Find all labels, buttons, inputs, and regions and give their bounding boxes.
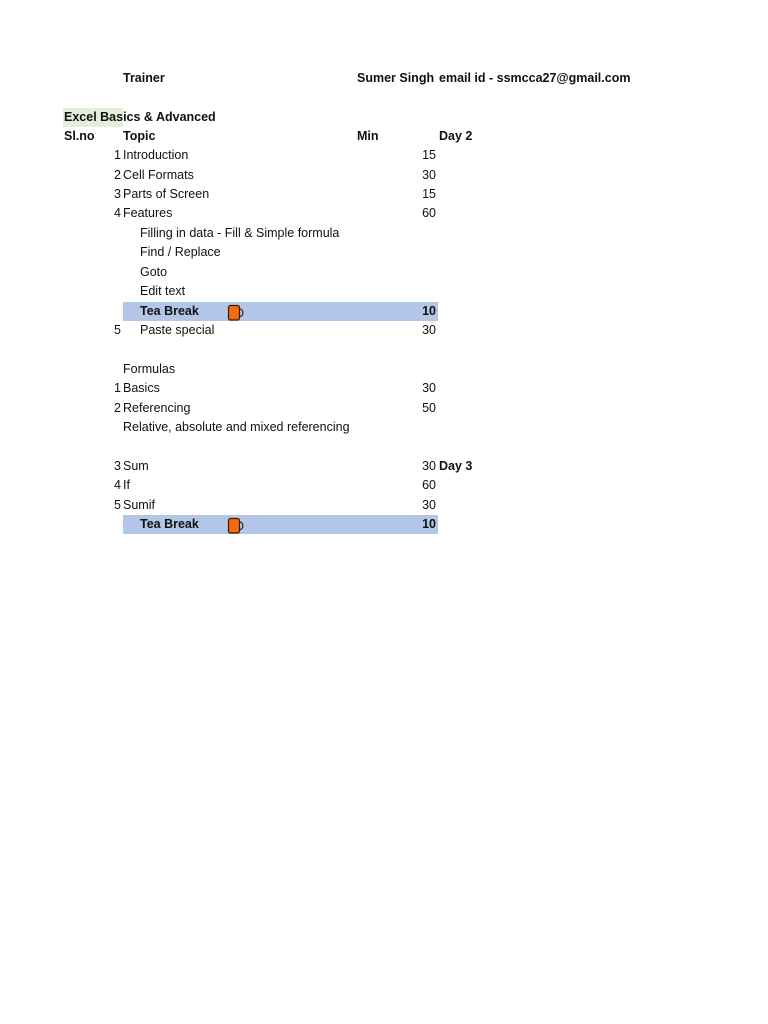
topic-cell[interactable]: Introduction [123,148,189,162]
min-cell[interactable]: 30 [422,498,436,512]
row-number[interactable]: 5 [114,498,121,512]
topic-cell[interactable]: Paste special [140,323,215,337]
min-cell[interactable]: 30 [422,459,436,473]
row-number[interactable]: 4 [114,478,121,492]
trainer-email[interactable]: email id - ssmcca27@gmail.com [439,71,631,85]
row-number[interactable]: 3 [114,459,121,473]
min-cell[interactable]: 15 [422,187,436,201]
row-number[interactable]: 2 [114,401,121,415]
subtopic-cell[interactable]: Filling in data - Fill & Simple formula [140,226,340,240]
column-header-day[interactable]: Day 2 [439,129,473,143]
trainer-label[interactable]: Trainer [123,71,165,85]
row-number[interactable]: 3 [114,187,121,201]
row-number[interactable]: 4 [114,206,121,220]
referencing-note[interactable]: Relative, absolute and mixed referencing [123,420,350,434]
min-cell[interactable]: 30 [422,323,436,337]
row-number[interactable]: 5 [114,323,121,337]
tea-break-label[interactable]: Tea Break [140,304,199,318]
topic-cell[interactable]: Parts of Screen [123,187,210,201]
course-title[interactable]: Excel Basics & Advanced [64,110,216,124]
day-label[interactable]: Day 3 [439,459,473,473]
min-cell[interactable]: 60 [422,478,436,492]
tea-break-min[interactable]: 10 [422,517,436,531]
row-number[interactable]: 1 [114,148,121,162]
topic-cell[interactable]: If [123,478,130,492]
column-header-slno[interactable]: Sl.no [64,129,95,143]
topic-cell[interactable]: Cell Formats [123,168,194,182]
topic-cell[interactable]: Basics [123,381,160,395]
mug-icon [227,517,245,535]
topic-cell[interactable]: Referencing [123,401,191,415]
subtopic-cell[interactable]: Edit text [140,284,186,298]
column-header-topic[interactable]: Topic [123,129,156,143]
min-cell[interactable]: 30 [422,381,436,395]
min-cell[interactable]: 30 [422,168,436,182]
min-cell[interactable]: 15 [422,148,436,162]
section-heading-formulas[interactable]: Formulas [123,362,176,376]
subtopic-cell[interactable]: Find / Replace [140,245,221,259]
tea-break-min[interactable]: 10 [422,304,436,318]
min-cell[interactable]: 50 [422,401,436,415]
topic-cell[interactable]: Features [123,206,173,220]
trainer-name[interactable]: Sumer Singh [357,71,435,85]
mug-icon [227,304,245,322]
row-number[interactable]: 2 [114,168,121,182]
topic-cell[interactable]: Sumif [123,498,155,512]
subtopic-cell[interactable]: Goto [140,265,168,279]
row-number[interactable]: 1 [114,381,121,395]
column-header-min[interactable]: Min [357,129,379,143]
tea-break-label[interactable]: Tea Break [140,517,199,531]
topic-cell[interactable]: Sum [123,459,149,473]
min-cell[interactable]: 60 [422,206,436,220]
